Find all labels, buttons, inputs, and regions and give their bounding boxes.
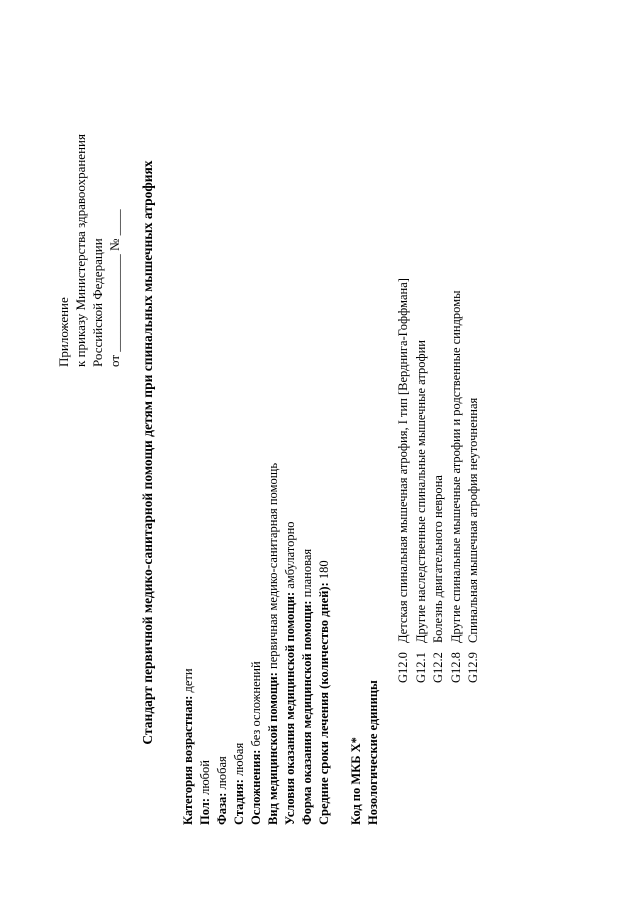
param-label: Категория возрастная:	[181, 695, 195, 825]
icd-code-row	[395, 278, 413, 683]
appendix-line: к приказу Министерства здравоохранения	[73, 134, 88, 367]
param-care-conditions	[282, 463, 299, 825]
param-value: первичная медико-санитарная помощь	[266, 462, 280, 673]
icd-code: G12.1	[413, 652, 428, 683]
param-value: любой	[198, 760, 212, 799]
icd-code-list	[395, 278, 483, 683]
icd-code-row	[448, 278, 466, 683]
param-care-type	[265, 463, 282, 825]
icd-name: Болезнь двигательного неврона	[431, 475, 445, 643]
icd-code-row	[430, 278, 448, 683]
icd-code-label: Код по МКБ X*	[349, 737, 363, 825]
icd-units-label: Нозологические единицы	[366, 680, 380, 825]
icd-code: G12.0	[396, 652, 410, 683]
appendix-block	[55, 134, 123, 367]
appendix-line: Российской Федерации	[90, 238, 105, 367]
appendix-line: от _______________ № ____	[107, 209, 122, 367]
param-care-form	[299, 463, 316, 825]
param-value: амбулаторно	[283, 521, 297, 592]
param-value: 180	[317, 560, 331, 583]
param-stage	[231, 463, 248, 825]
icd-code: G12.9	[466, 652, 480, 683]
param-label: Условия оказания медицинской помощи:	[283, 591, 297, 825]
param-label: Средние сроки лечения (количество дней):	[317, 582, 331, 825]
icd-code-row	[465, 278, 483, 683]
icd-code-row	[413, 278, 431, 683]
param-sex	[197, 463, 214, 825]
param-value: без осложнений	[249, 661, 263, 750]
param-phase	[214, 463, 231, 825]
param-value: любая	[232, 742, 246, 780]
param-value: плановая	[300, 548, 314, 601]
param-value: любая	[215, 756, 229, 793]
icd-name: Спинальная мышечная атрофия неуточненная	[466, 397, 480, 643]
param-age-category	[180, 463, 197, 825]
param-label: Фаза:	[215, 792, 229, 825]
param-label: Стадия:	[232, 779, 246, 825]
param-value: дети	[181, 668, 195, 696]
icd-header	[348, 680, 382, 825]
icd-name: Детская спинальная мышечная атрофия, I тип [Верднига-Гоффмана]	[396, 278, 410, 643]
param-label: Вид медицинской помощи:	[266, 672, 280, 825]
param-treatment-duration	[316, 463, 333, 825]
param-complications	[248, 463, 265, 825]
document-title: Стандарт первичной медико-санитарной помощи детям при спинальных мышечных атрофиях	[140, 160, 155, 745]
appendix-line: Приложение	[56, 297, 71, 367]
icd-name: Другие наследственные спинальные мышечные атрофии	[413, 340, 428, 643]
icd-name: Другие спинальные мышечные атрофии и родственные синдромы	[448, 290, 463, 643]
icd-code: G12.2	[431, 652, 445, 683]
param-label: Пол:	[198, 798, 212, 825]
param-label: Осложнения:	[249, 749, 263, 825]
param-label: Форма оказания медицинской помощи:	[300, 600, 314, 825]
standard-parameters	[180, 463, 333, 825]
icd-code: G12.8	[448, 652, 463, 683]
